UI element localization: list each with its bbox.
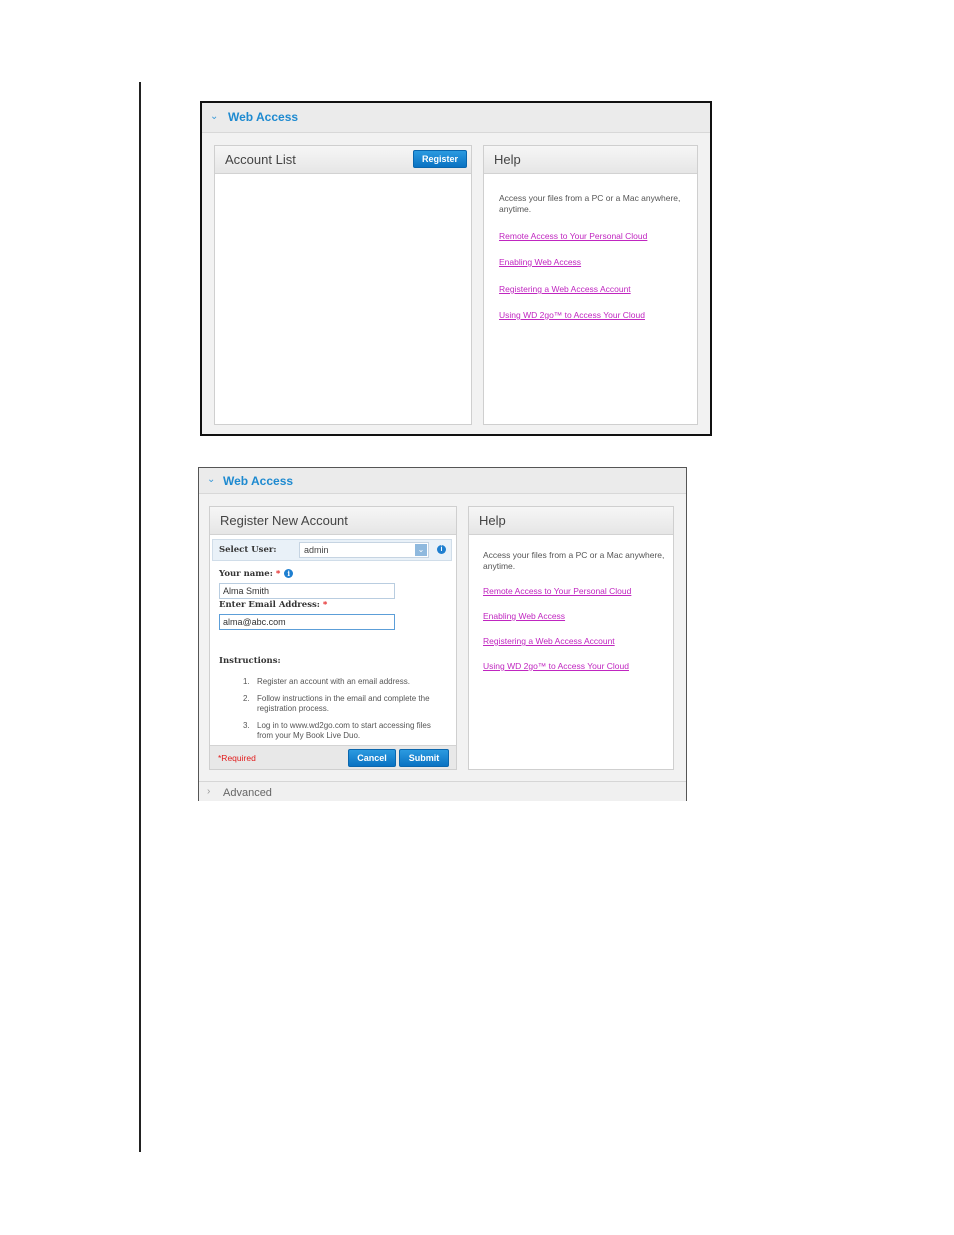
panel-title: Register New Account (220, 513, 348, 528)
help-text: Access your files from a PC or a Mac anywhere, anytime. (499, 193, 681, 214)
chevron-down-icon: ⌄ (210, 111, 219, 122)
register-footer (210, 745, 456, 769)
info-icon[interactable]: i (437, 545, 446, 554)
select-user-label: Select User: (219, 545, 277, 555)
section-title: Web Access (223, 474, 294, 488)
help-link-enabling-web-access[interactable]: Enabling Web Access (499, 257, 582, 267)
advanced-section-header[interactable] (199, 781, 686, 801)
instructions-label: Instructions: (219, 656, 281, 666)
help-link-registering-account[interactable]: Registering a Web Access Account (483, 636, 615, 646)
instruction-item: 1. Register an account with an email address. (243, 677, 410, 686)
help-link-using-wd2go[interactable]: Using WD 2go™ to Access Your Cloud (499, 310, 645, 320)
chevron-down-icon[interactable]: ⌄ (415, 544, 427, 556)
help-link-remote-access[interactable]: Remote Access to Your Personal Cloud (499, 231, 648, 241)
info-icon[interactable]: i (284, 569, 293, 578)
required-asterisk: * (275, 569, 281, 579)
chevron-right-icon: › (207, 786, 211, 797)
help-panel (483, 145, 698, 425)
email-label: Enter Email Address: * (219, 600, 328, 610)
your-name-label: Your name: * i (219, 569, 293, 579)
email-input[interactable]: alma@abc.com (219, 614, 395, 630)
web-access-screenshot-register (198, 467, 687, 801)
chevron-down-icon: ⌄ (207, 474, 216, 485)
panel-title: Help (479, 513, 506, 528)
register-account-header (210, 507, 456, 535)
help-link-enabling-web-access[interactable]: Enabling Web Access (483, 611, 566, 621)
select-user-row (212, 539, 452, 561)
web-access-section-header[interactable] (199, 468, 686, 494)
help-link-using-wd2go[interactable]: Using WD 2go™ to Access Your Cloud (483, 661, 629, 671)
help-panel (468, 506, 674, 770)
instruction-item: 2. Follow instructions in the email and complete the registration process. (243, 694, 430, 713)
section-title: Web Access (228, 110, 299, 124)
help-link-remote-access[interactable]: Remote Access to Your Personal Cloud (483, 586, 632, 596)
web-access-screenshot-account-list (200, 101, 712, 436)
submit-button[interactable]: Submit (399, 749, 449, 767)
register-button[interactable]: Register (413, 150, 467, 168)
register-account-panel (209, 506, 457, 770)
required-note: *Required (218, 753, 256, 763)
help-text: Access your files from a PC or a Mac anywhere, anytime. (483, 550, 665, 571)
help-link-registering-account[interactable]: Registering a Web Access Account (499, 284, 631, 294)
your-name-input[interactable]: Alma Smith (219, 583, 395, 599)
cancel-button[interactable]: Cancel (348, 749, 396, 767)
account-list-header (215, 146, 471, 174)
help-header (484, 146, 697, 174)
select-user-dropdown[interactable] (299, 542, 429, 558)
required-asterisk: * (322, 600, 328, 610)
account-list-panel (214, 145, 472, 425)
panel-title: Account List (225, 152, 296, 167)
help-header (469, 507, 673, 535)
select-user-value: admin (304, 545, 329, 555)
page-margin-rule (139, 82, 141, 1152)
web-access-section-header[interactable] (202, 103, 710, 133)
instruction-item: 3. Log in to www.wd2go.com to start accessing files from your My Book Live Duo. (243, 721, 431, 740)
panel-title: Help (494, 152, 521, 167)
advanced-label: Advanced (223, 787, 272, 799)
